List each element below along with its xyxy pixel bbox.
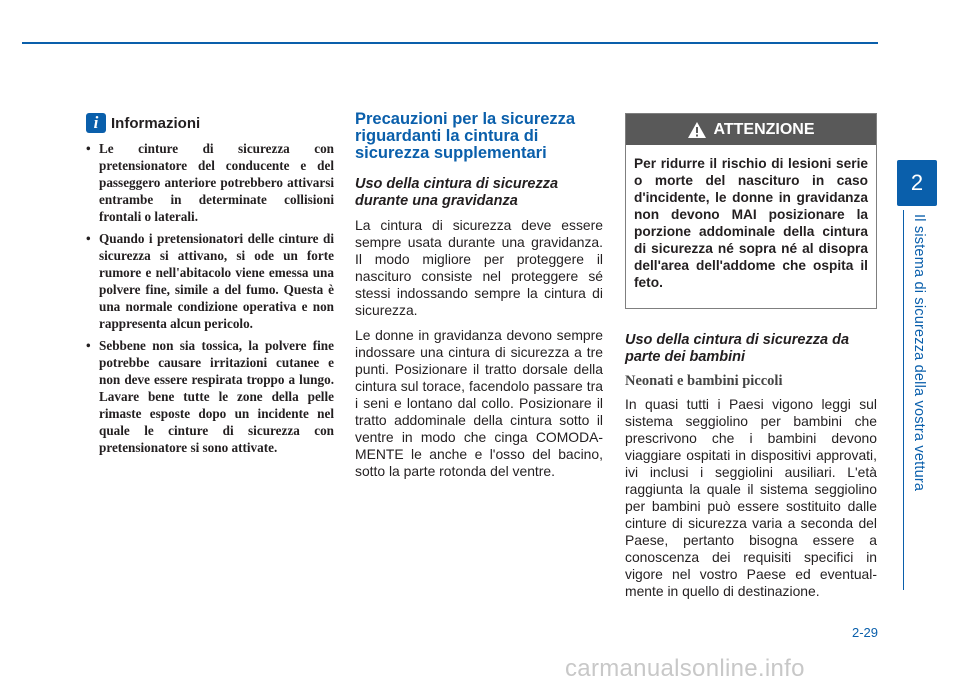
right-column — [625, 332, 877, 608]
top-rule — [22, 42, 878, 44]
body-paragraph: Le donne in gravidanza devono sempre indossare una cintura di sicurezza a tre punti. Posizionare il tratto dorsale della cintura sul torace, facendolo passare tra i seni e lontano dal collo. Posizionare il tratto addominale della cintura sotto il ventre in modo che cinga COMODA-MENTE le anche e l'osso del bacino, sotto la parte rotonda del ventre. — [355, 327, 603, 479]
warning-text: Per ridurre il rischio di lesioni serie o morte del nascituro in caso d'incidente, le donne in gravidanza non devono MAI posizionare la porzione addominale della cintura di sicurezza né sopra né al disopra dell'area dell'addome che ospita il feto. — [634, 156, 868, 290]
warning-header — [626, 114, 876, 145]
chapter-tab: 2 — [897, 160, 937, 206]
info-bullet: • Quando i pretensionatori delle cinture di sicurezza si attivano, si ode un forte rumore e nell'abitacolo viene emessa una polvere fine, simile a del fumo. Questa è una normale condizione operativa e non rappresenta alcun pericolo. — [86, 230, 334, 332]
page-number: 2-29 — [851, 625, 878, 640]
body-paragraph: In quasi tutti i Paesi vigono leggi sul sistema seggiolino per bambini che prescrivono che i bambini devono viaggiare ospitati in dispositivi approvati, ivi inclusi i seggiolini ausiliari. L'età raggiunta la quale il sistema seggiolino per bambini può essere sostituito dalle cinture di sicurezza varia a seconda del Paese, pertanto bisogna essere a conoscenza dei requisiti specifici in vigore nel vostro Paese ed eventual-mente in quello di destinazione. — [625, 396, 877, 599]
pregnancy-subheading: Uso della cintura di sicurezza durante una gravidanza — [355, 176, 559, 209]
info-title: Informazioni — [111, 114, 201, 132]
watermark: carmanualsonline.info — [565, 655, 805, 682]
info-column — [86, 113, 334, 461]
info-icon: i — [86, 113, 106, 133]
warning-box — [625, 113, 877, 309]
children-subheading: Uso della cintura di sicurezza da parte dei bambini — [625, 332, 850, 365]
section-title: Il sistema di sicurezza della vostra vettura — [911, 214, 927, 492]
middle-column — [355, 111, 603, 488]
section-heading: Precauzioni per la sicurezza riguardanti la cintura di sicurezza supplementari — [355, 110, 576, 162]
warning-label: ATTENZIONE — [713, 120, 815, 138]
info-bullet: • Sebbene non sia tossica, la polvere fine potrebbe causare irritazioni cutanee e non deve essere respirata troppo a lungo. Lavare bene tutte le zone della pelle rimaste esposte dopo un incidente nel quale le cinture di sicurezza con pretensionatore si sono attivate. — [86, 337, 334, 456]
chapter-side-line — [903, 210, 904, 590]
infants-heading: Neonati e bambini piccoli — [625, 373, 783, 389]
warning-triangle-icon — [687, 121, 707, 139]
info-header — [86, 113, 334, 133]
info-bullet-list — [86, 140, 334, 456]
info-bullet: • Le cinture di sicurezza con pretensionatore del conducente e del passeggero anteriore potrebbero attivarsi entrambe in determinate collisioni frontali o laterali. — [86, 140, 334, 225]
body-paragraph: La cintura di sicurezza deve essere sempre usata durante una gravidanza. Il modo migliore per proteggere il nascituro consiste nel proteggere sé stessi indossando sempre la cintura di sicurezza. — [355, 217, 603, 318]
